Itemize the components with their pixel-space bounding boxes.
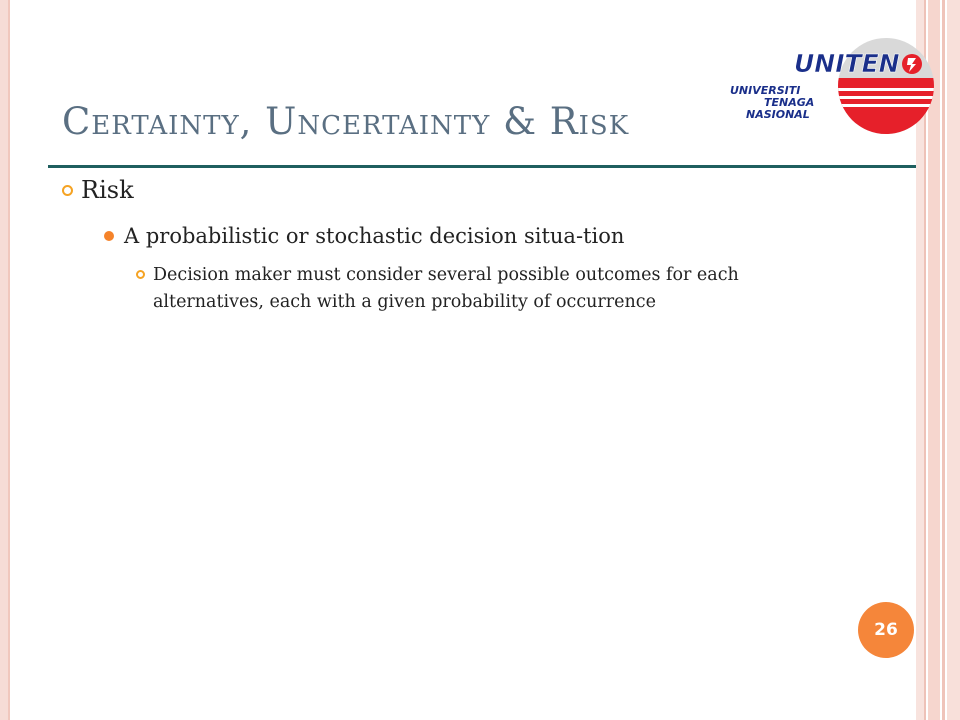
logo-line-2: TENAGA [764, 96, 815, 109]
bullet-level-2 [104, 224, 624, 248]
small-ring-bullet-icon [136, 270, 145, 279]
bullet-level-3-text: Decision maker must consider several possible outcomes for each alternatives, each with a given probability of occurrence [153, 265, 739, 312]
bullet-level-1 [62, 176, 134, 204]
logo-name: UNITEN [794, 49, 900, 78]
left-border-inner [8, 0, 10, 720]
uniten-logo [724, 34, 946, 138]
page-number-badge: 26 [858, 602, 914, 658]
left-border [0, 0, 8, 720]
title-rule [48, 165, 916, 168]
bullet-level-1-text: Risk [81, 176, 134, 204]
dot-bullet-icon [104, 231, 114, 241]
bullet-level-2-text: A probabilistic or stochastic decision situa-tion [124, 224, 625, 248]
ring-bullet-icon [62, 185, 73, 196]
logo-emblem-icon [902, 54, 922, 74]
slide-title: Certainty, Uncertainty & Risk [62, 100, 630, 143]
logo-line-1: UNIVERSITI [730, 84, 801, 97]
bullet-level-3 [136, 262, 826, 316]
logo-line-3: NASIONAL [746, 108, 810, 121]
